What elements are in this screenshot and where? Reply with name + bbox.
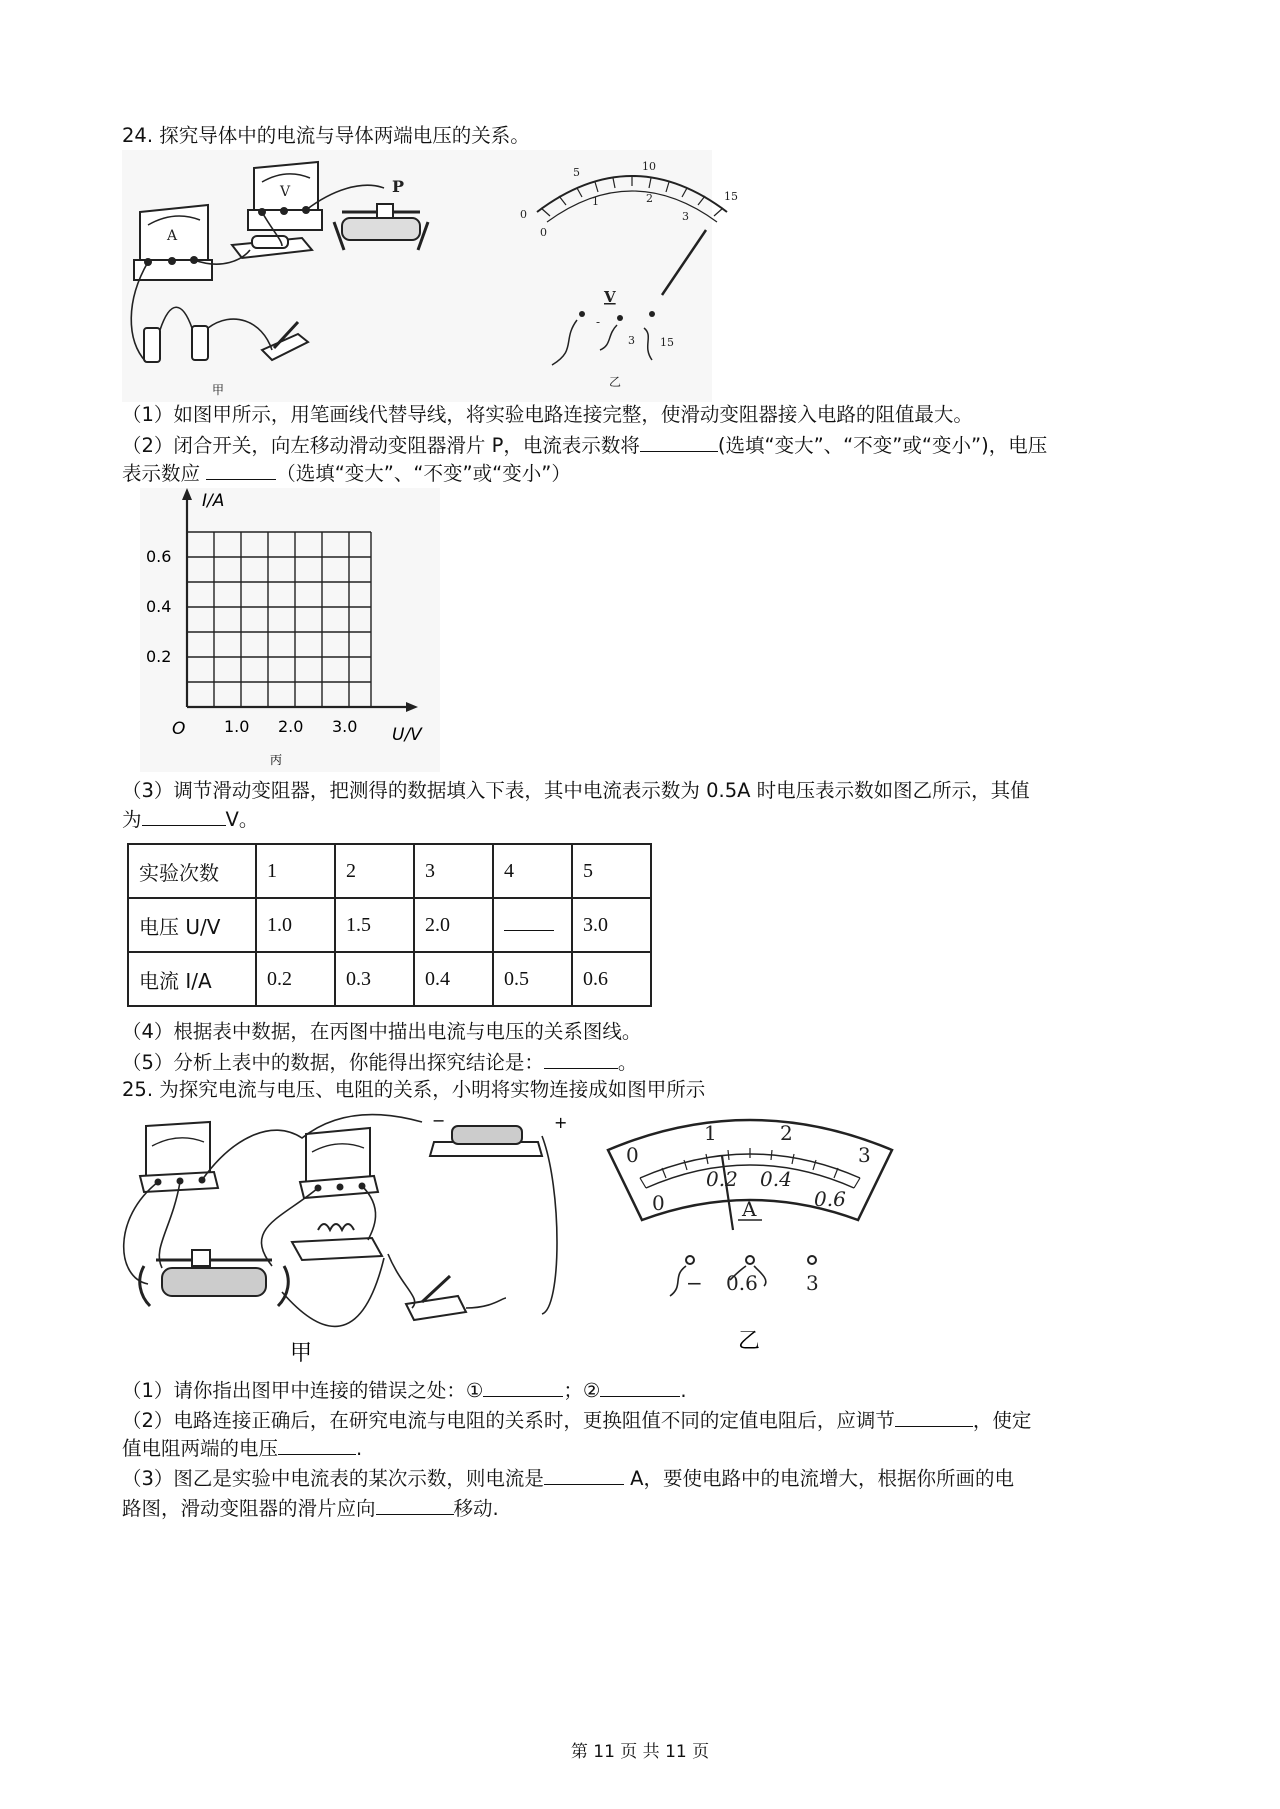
- v-term-15: 15: [660, 336, 674, 349]
- origin-label: O: [172, 719, 186, 739]
- v-inner-1: 1: [592, 195, 599, 208]
- a-term-3: 3: [806, 1271, 819, 1295]
- table-cell: 5: [572, 844, 651, 898]
- a-inner-0: 0: [652, 1191, 665, 1215]
- q24-bing-caption: 丙: [270, 753, 283, 767]
- v-outer-5: 5: [573, 166, 580, 179]
- table-head: 电压 U/V: [128, 898, 256, 952]
- q25-part1: （1）请你指出图甲中连接的错误之处：① ；② .: [122, 1376, 687, 1405]
- table-cell: 1: [256, 844, 335, 898]
- table-cell: 1.0: [256, 898, 335, 952]
- q25-part3-line1: （3）图乙是实验中电流表的某次示数，则电流是 A，要使电路中的电流增大，根据你所画的电: [122, 1464, 1014, 1493]
- a-outer-3: 3: [858, 1143, 871, 1167]
- voltmeter-icon: [300, 1128, 378, 1198]
- q24-part1: （1）如图甲所示，用笔画线代替导线，将实验电路连接完整，使滑动变阻器接入电路的阻值最大。: [122, 403, 973, 426]
- ammeter-icon: [134, 205, 212, 280]
- q24-part2-line2: 表示数应 （选填“变大”、“不变”或“变小”）: [122, 459, 571, 488]
- q25-part3-line2: 路图，滑动变阻器的滑片应向 移动.: [122, 1494, 499, 1523]
- q25-figure-jia: [122, 1108, 602, 1370]
- a-inner-0-6: 0.6: [814, 1187, 846, 1211]
- q24-figure-jia: [122, 150, 738, 402]
- table-cell: 2: [335, 844, 414, 898]
- a-unit: A: [742, 1197, 757, 1221]
- a-outer-1: 1: [704, 1121, 717, 1145]
- v-outer-10: 10: [642, 160, 656, 173]
- v-outer-0: 0: [520, 208, 527, 221]
- a-outer-0: 0: [626, 1143, 639, 1167]
- answer-blank-direction[interactable]: [376, 1494, 454, 1515]
- answer-blank-adjust[interactable]: [895, 1406, 973, 1427]
- v-inner-3: 3: [682, 210, 689, 223]
- q24-part4: （4）根据表中数据，在丙图中描出电流与电压的关系图线。: [122, 1020, 642, 1043]
- slider-label: P: [392, 177, 405, 196]
- v-term-3: 3: [628, 334, 635, 347]
- q25-ammeter-scale: [600, 1110, 900, 1358]
- table-head: 电流 I/A: [128, 952, 256, 1006]
- q24-graph-bing: [140, 488, 440, 772]
- ammeter-icon: [140, 1122, 218, 1192]
- q25-part2-line1: （2）电路连接正确后，在研究电流与电阻的关系时，更换阻值不同的定值电阻后，应调节 ，使定: [122, 1406, 1031, 1435]
- table-head: 实验次数: [128, 844, 256, 898]
- answer-blank-error-2[interactable]: [600, 1376, 680, 1397]
- table-cell: 0.6: [572, 952, 651, 1006]
- a-outer-2: 2: [780, 1121, 793, 1145]
- table-cell: 3: [414, 844, 493, 898]
- y-tick: 0.4: [146, 597, 172, 616]
- v-term-neg: -: [596, 315, 601, 329]
- battery-neg-sign: −: [432, 1111, 446, 1130]
- voltmeter-icon: [248, 162, 322, 230]
- x-tick: 1.0: [224, 717, 250, 736]
- table-cell: 0.2: [256, 952, 335, 1006]
- q24-title: 24. 探究导体中的电流与导体两端电压的关系。: [122, 124, 530, 147]
- y-axis-label: I/A: [202, 491, 225, 511]
- table-cell: 3.0: [572, 898, 651, 952]
- table-row: [128, 844, 651, 898]
- answer-blank-voltage-value[interactable]: [142, 805, 226, 826]
- y-tick: 0.2: [146, 647, 172, 666]
- page-footer: 第 11 页 共 11 页: [570, 1742, 710, 1762]
- q24-part3-line2: 为 V。: [122, 805, 258, 834]
- x-tick: 2.0: [278, 717, 304, 736]
- x-tick: 3.0: [332, 717, 358, 736]
- x-axis-label: U/V: [392, 725, 422, 745]
- voltmeter-label: V: [280, 184, 291, 200]
- q25-jia-caption: 甲: [290, 1341, 313, 1366]
- table-cell: 2.0: [414, 898, 493, 952]
- v-inner-2: 2: [646, 192, 653, 205]
- a-inner-0-4: 0.4: [760, 1167, 792, 1191]
- q25-title: 25. 为探究电流与电压、电阻的关系，小明将实物连接成如图甲所示: [122, 1078, 706, 1101]
- y-tick: 0.6: [146, 547, 172, 566]
- q24-part2-line1: （2）闭合开关，向左移动滑动变阻器滑片 P，电流表示数将 (选填“变大”、“不变”或“变小”)，电压: [122, 431, 1047, 460]
- answer-blank-current-value[interactable]: [544, 1464, 624, 1485]
- resistor-icon: [292, 1224, 382, 1260]
- table-row: [128, 898, 651, 952]
- table-cell: 0.3: [335, 952, 414, 1006]
- answer-blank-conclusion[interactable]: [544, 1048, 618, 1069]
- q25-yi-caption: 乙: [738, 1329, 761, 1354]
- table-row: [128, 952, 651, 1006]
- answer-blank-voltage-state[interactable]: [278, 1434, 356, 1455]
- q24-jia-caption: 甲: [212, 383, 225, 397]
- answer-blank-current[interactable]: [640, 431, 718, 452]
- q24-part3-line1: （3）调节滑动变阻器，把测得的数据填入下表，其中电流表示数为 0.5A 时电压表示数如图乙所示，其值: [122, 779, 1030, 802]
- table-cell: 4: [493, 844, 572, 898]
- q24-yi-caption: 乙: [609, 375, 622, 389]
- data-table: [127, 843, 652, 1007]
- switch-icon: [406, 1276, 466, 1320]
- battery-pos-sign: +: [554, 1113, 568, 1132]
- q24-part5: （5）分析上表中的数据，你能得出探究结论是： 。: [122, 1048, 637, 1077]
- v-outer-15: 15: [724, 190, 738, 203]
- answer-blank-voltage[interactable]: [206, 459, 276, 480]
- v-inner-0: 0: [540, 226, 547, 239]
- a-inner-0-2: 0.2: [706, 1167, 738, 1191]
- ammeter-label: A: [167, 228, 178, 244]
- q25-part2-line2: 值电阻两端的电压 .: [122, 1434, 362, 1463]
- answer-blank-error-1[interactable]: [483, 1376, 563, 1397]
- table-cell-blank[interactable]: [493, 898, 572, 952]
- table-cell: 0.4: [414, 952, 493, 1006]
- table-cell: 0.5: [493, 952, 572, 1006]
- a-term-0-6: 0.6: [726, 1271, 758, 1295]
- table-cell: 1.5: [335, 898, 414, 952]
- a-term-neg: −: [686, 1271, 703, 1295]
- v-unit: V: [604, 288, 616, 306]
